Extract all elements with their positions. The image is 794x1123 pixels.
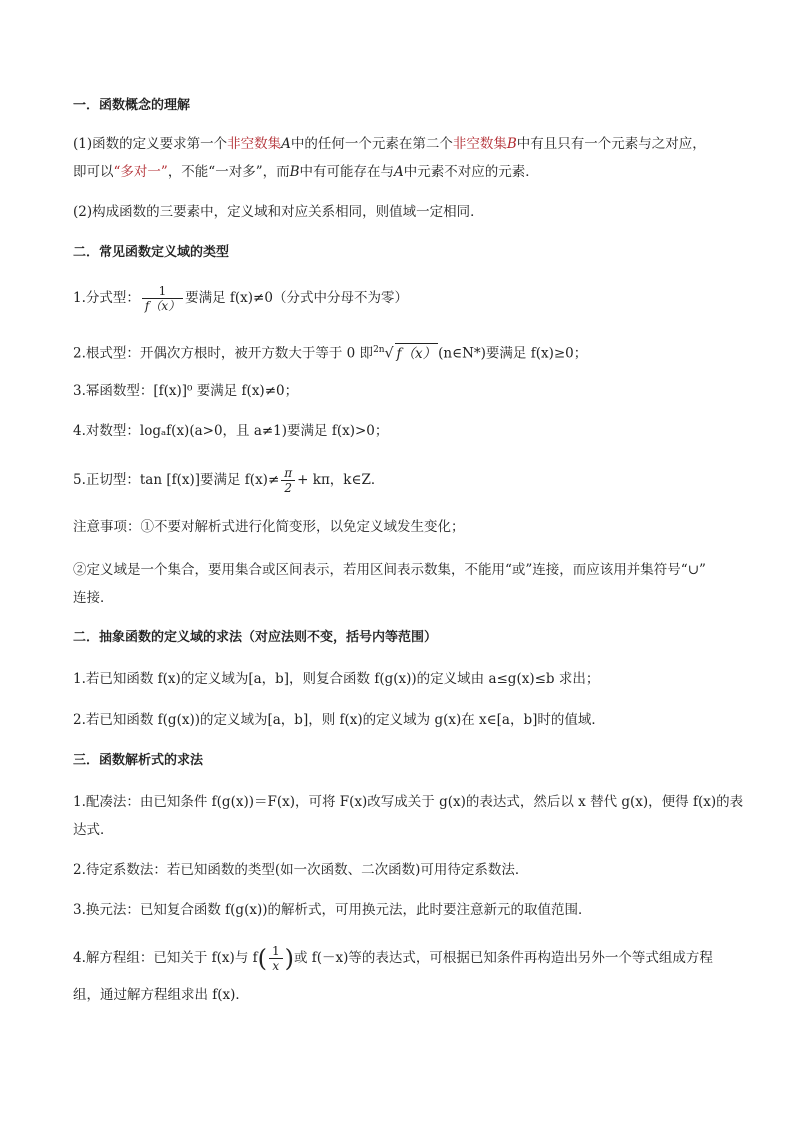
right-paren: ) — [284, 944, 294, 973]
section-2-heading: 二．常见函数定义域的类型 — [73, 245, 230, 260]
denominator: f（x） — [144, 299, 181, 313]
section-1-heading: 一．函数概念的理解 — [73, 98, 191, 113]
fraction — [142, 284, 183, 313]
fraction — [281, 466, 295, 495]
text: 1.分式型： — [73, 290, 140, 306]
var-b: B — [289, 164, 300, 180]
section-1-paragraph-2: (2)构成函数的三要素中，定义域和对应关系相同，则值域一定相同． — [73, 204, 484, 220]
section-2-item-3: 3.幂函数型：[f(x)]⁰ 要满足 f(x)≠0； — [73, 383, 299, 399]
section-4-item-1-line-2: 达式． — [73, 822, 114, 838]
section-2-item-4: 4.对数型：logₐf(x)(a>0，且 a≠1)要满足 f(x)>0； — [73, 423, 389, 439]
section-1-paragraph-1-line-1 — [73, 134, 734, 154]
note-2-line-2: 连接． — [73, 590, 114, 606]
radical-sign: √ — [384, 345, 394, 362]
text: 5.正切型：tan [f(x)]要满足 f(x)≠ — [73, 472, 280, 488]
text: 或 f(－x)等的表达式，可根据已知条件再构造出另外一个等式组成方程 — [294, 950, 713, 966]
section-2-item-5 — [73, 466, 734, 495]
numerator: π — [281, 466, 295, 481]
section-4-item-4-line-1 — [73, 944, 734, 973]
section-4-heading: 三．函数解析式的求法 — [73, 753, 204, 768]
text: 要满足 f(x)≠0（分式中分母不为零） — [185, 290, 408, 306]
radicand: f（x） — [395, 343, 439, 364]
section-2-item-2 — [73, 340, 734, 364]
left-paren: ( — [257, 944, 267, 973]
text: 中有可能存在与 — [299, 164, 395, 180]
numerator: 1 — [142, 284, 183, 299]
section-4-item-4-line-2: 组，通过解方程组求出 f(x)． — [73, 987, 249, 1003]
fraction — [269, 944, 283, 973]
var-a: A — [394, 164, 404, 180]
section-3-item-1: 1.若已知函数 f(x)的定义域为[a，b]，则复合函数 f(g(x))的定义域由 a≤g(x)≤b 求出； — [73, 671, 600, 687]
section-2-item-1 — [73, 284, 734, 313]
text: (n∈N*)要满足 f(x)≥0； — [438, 345, 588, 362]
note-2-line-1: ②定义域是一个集合，要用集合或区间表示，若用区间表示数集，不能用“或”连接，而应该用并集符号“∪” — [73, 562, 706, 578]
var-a: A — [281, 136, 291, 152]
section-4-item-2: 2.待定系数法：若已知函数的类型(如一次函数、二次函数)可用待定系数法． — [73, 862, 529, 878]
text: 中元素不对应的元素． — [403, 164, 539, 180]
highlight-text: “多对一” — [113, 164, 168, 180]
text: ，不能“一对多”，而 — [167, 164, 290, 180]
text: (1)函数的定义要求第一个 — [73, 136, 228, 152]
text: 2.根式型：开偶次方根时，被开方数大于等于 0 即 — [73, 345, 374, 362]
text: + kπ，k∈Z． — [297, 472, 385, 488]
text: 中有且只有一个元素与之对应， — [516, 136, 706, 152]
text: 4.解方程组：已知关于 f(x)与 f — [73, 950, 258, 966]
note-1: 注意事项：①不要对解析式进行化简变形，以免定义域发生变化； — [73, 519, 465, 535]
denominator: 2 — [284, 481, 293, 495]
text: 中的任何一个元素在第二个 — [290, 136, 453, 152]
section-1-paragraph-1-line-2 — [73, 162, 734, 182]
denominator: x — [272, 959, 280, 973]
radical-index: 2n — [373, 345, 385, 355]
highlight-text: 非空数集 — [452, 136, 507, 152]
highlight-text: 非空数集 — [227, 136, 282, 152]
text: 即可以 — [73, 164, 114, 180]
var-b: B — [506, 136, 517, 152]
section-4-item-3: 3.换元法：已知复合函数 f(g(x))的解析式，可用换元法，此时要注意新元的取值范围． — [73, 902, 592, 918]
section-3-heading: 二．抽象函数的定义域的求法（对应法则不变，括号内等范围） — [73, 630, 438, 645]
section-3-item-2: 2.若已知函数 f(g(x))的定义域为[a，b]，则 f(x)的定义域为 g(x)在 x∈[a，b]时的值域． — [73, 712, 605, 728]
numerator: 1 — [269, 944, 283, 959]
section-4-item-1-line-1: 1.配凑法：由已知条件 f(g(x))＝F(x)，可将 F(x)改写成关于 g(x)的表达式，然后以 x 替代 g(x)，便得 f(x)的表 — [73, 794, 744, 810]
